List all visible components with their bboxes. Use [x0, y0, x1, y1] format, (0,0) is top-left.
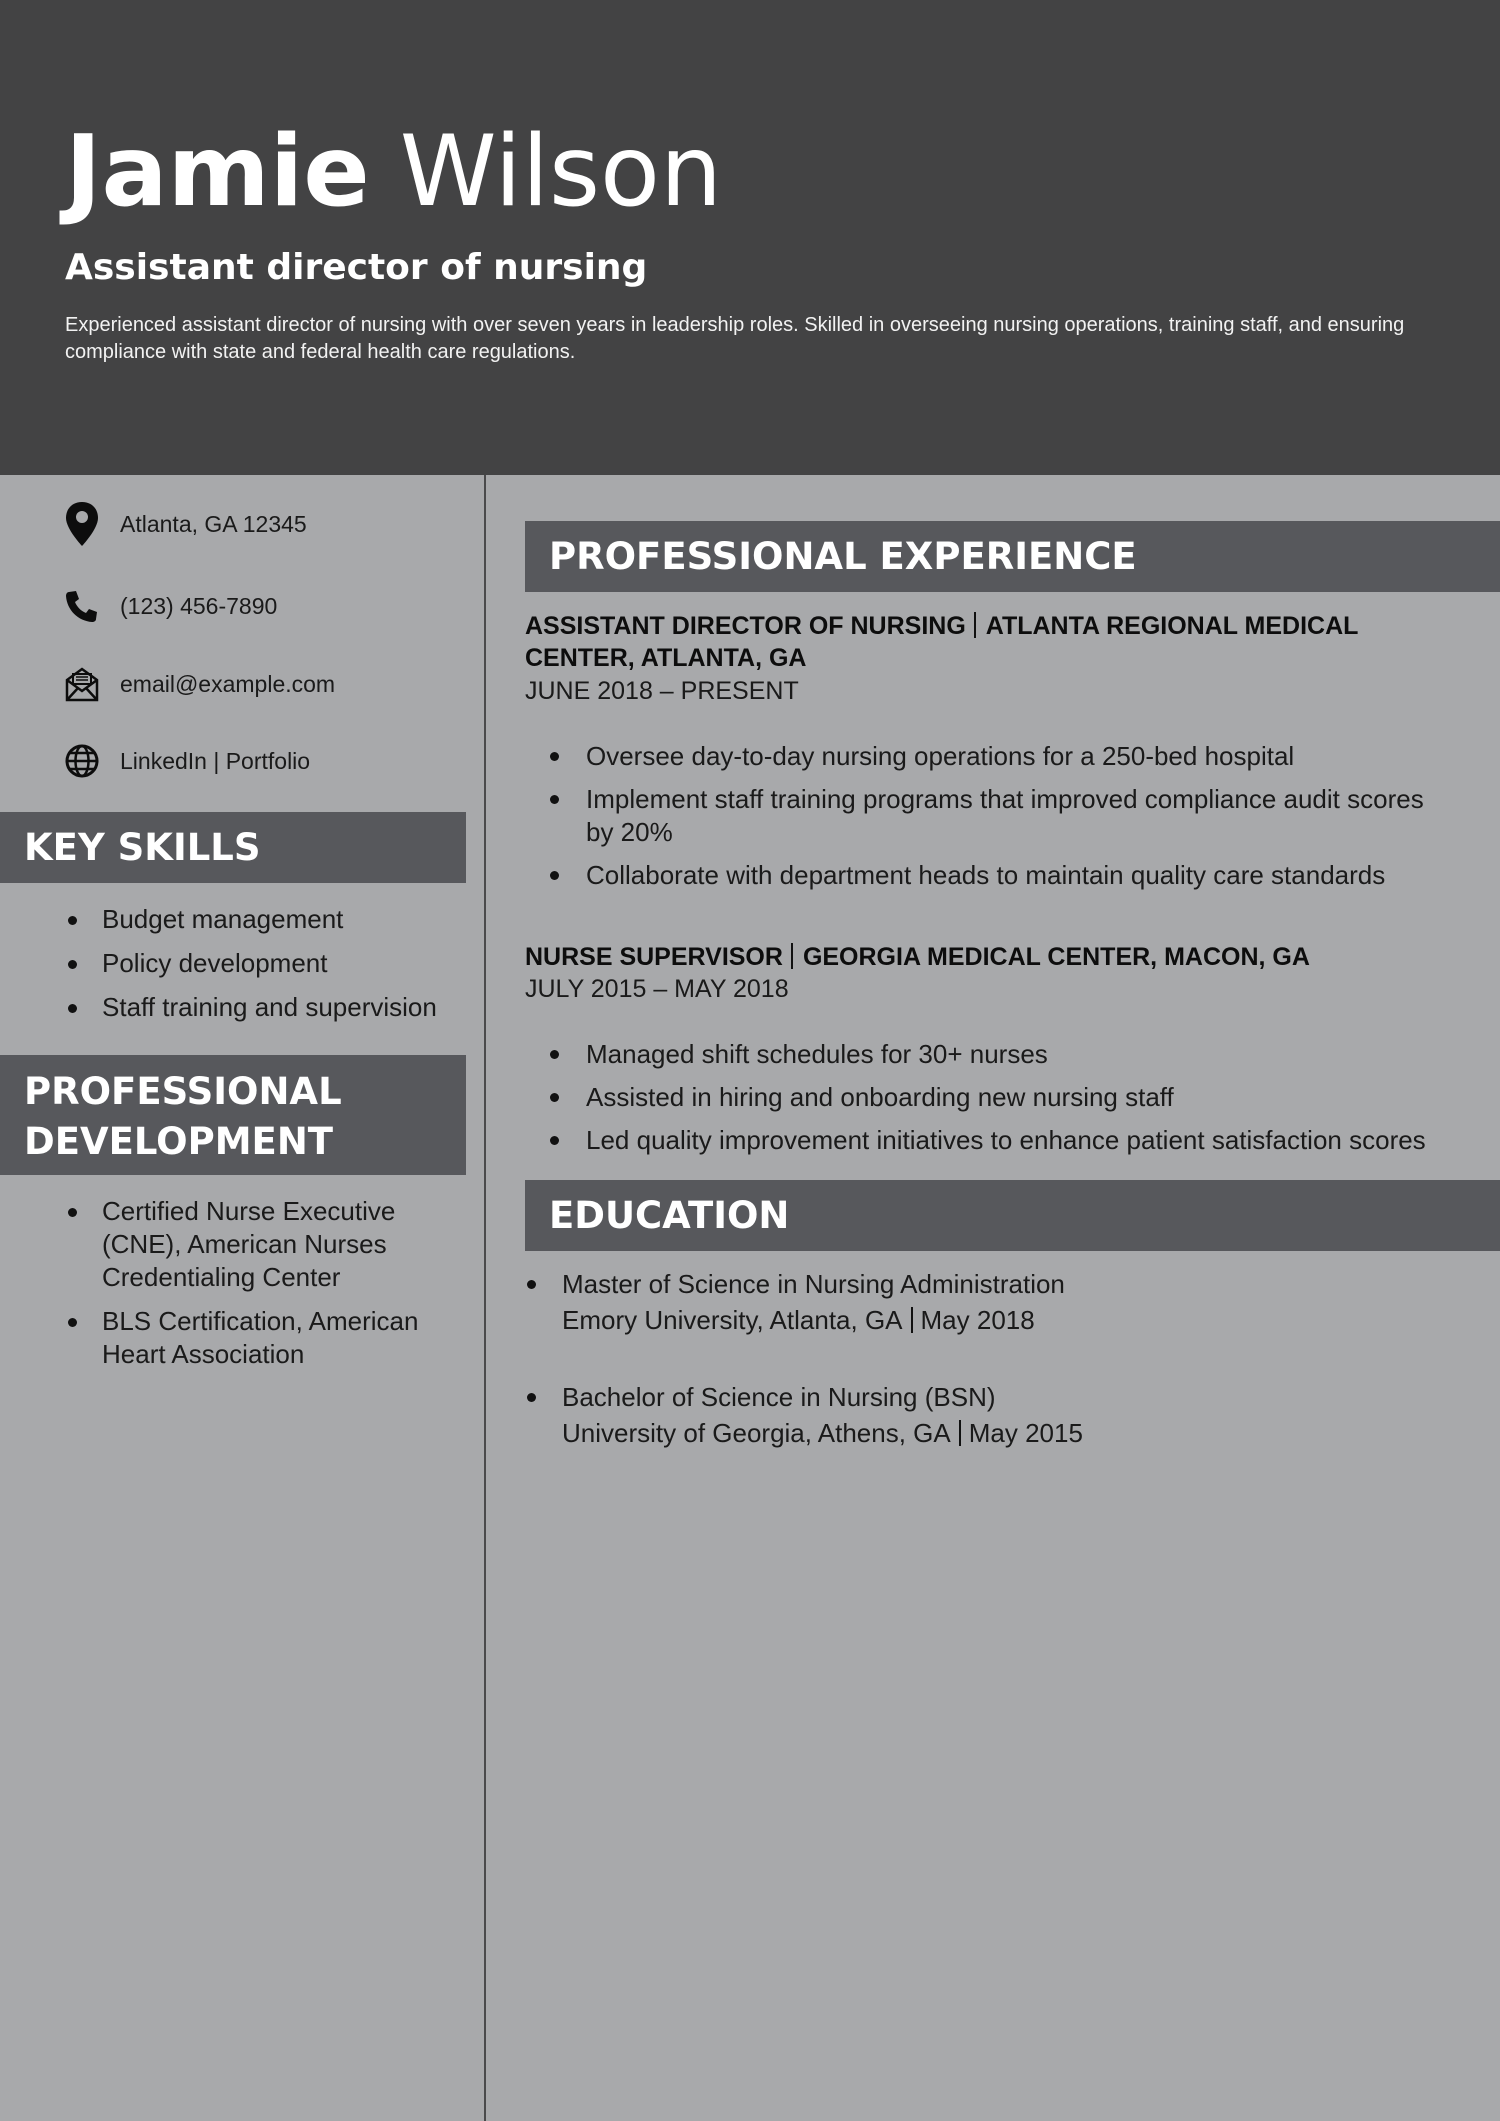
- job-heading: [525, 610, 1465, 674]
- full-name: [65, 112, 722, 232]
- job-heading: [525, 941, 1465, 973]
- list-item: Budget management: [65, 903, 465, 936]
- job-role: ASSISTANT DIRECTOR OF NURSING: [525, 612, 966, 640]
- key-skills-list: [65, 903, 465, 1024]
- job-bullets: [550, 740, 1450, 902]
- list-item: Policy development: [65, 947, 465, 980]
- degree: Master of Science in Nursing Administration: [562, 1269, 1065, 1299]
- job-role: NURSE SUPERVISOR: [525, 943, 783, 971]
- school-line: [562, 1302, 1465, 1338]
- heading-line: PROFESSIONAL: [24, 1070, 342, 1113]
- school: University of Georgia, Athens, GA: [562, 1418, 951, 1448]
- list-item: Staff training and supervision: [65, 991, 465, 1024]
- list-item: Led quality improvement initiatives to enhance patient satisfaction scores: [550, 1124, 1450, 1157]
- phone-text[interactable]: (123) 456-7890: [120, 592, 278, 619]
- separator: [911, 1307, 913, 1333]
- professional-development-list: [65, 1195, 425, 1371]
- professional-summary: Experienced assistant director of nursing with over seven years in leadership roles. Skilled in overseeing nursing operations, training staff, and ensuring compliance with state and federal health care regulations.: [65, 314, 1405, 363]
- globe-icon: [65, 739, 99, 783]
- list-item: Collaborate with department heads to maintain quality care standards: [550, 859, 1450, 892]
- list-item: Managed shift schedules for 30+ nurses: [550, 1038, 1450, 1071]
- contact-links: [65, 737, 310, 785]
- graduation-date: May 2015: [968, 1418, 1083, 1448]
- separator: [959, 1420, 961, 1446]
- job-dates: JUNE 2018 – PRESENT: [525, 677, 799, 705]
- list-item: Oversee day-to-day nursing operations for a 250-bed hospital: [550, 740, 1450, 773]
- list-item: Implement staff training programs that improved compliance audit scores by 20%: [550, 783, 1450, 849]
- job-dates: JULY 2015 – MAY 2018: [525, 975, 789, 1003]
- resume-header: [0, 0, 1500, 475]
- list-item: Assisted in hiring and onboarding new nursing staff: [550, 1081, 1450, 1114]
- degree: Bachelor of Science in Nursing (BSN): [562, 1382, 996, 1412]
- education-entry: [525, 1379, 1465, 1451]
- key-skills-heading: KEY SKILLS: [0, 812, 466, 883]
- links-text[interactable]: LinkedIn | Portfolio: [120, 747, 311, 774]
- separator: [791, 943, 793, 969]
- last-name: Wilson: [399, 115, 723, 229]
- professional-development-heading: [0, 1055, 466, 1175]
- education-entry: [525, 1266, 1465, 1338]
- list-item: BLS Certification, American Heart Association: [65, 1305, 425, 1371]
- school-line: [562, 1415, 1465, 1451]
- separator: [974, 612, 976, 638]
- phone-icon: [65, 584, 99, 628]
- job-title-headline: Assistant director of nursing: [65, 247, 648, 288]
- email-text[interactable]: email@example.com: [120, 670, 336, 697]
- contact-location: [65, 500, 307, 548]
- job-employer: GEORGIA MEDICAL CENTER, MACON, GA: [802, 943, 1310, 971]
- column-divider: [484, 475, 486, 2121]
- envelope-icon: [65, 662, 99, 706]
- location-pin-icon: [65, 502, 99, 546]
- job-employer: ATLANTA REGIONAL MEDICAL CENTER, ATLANTA, GA: [525, 612, 1358, 672]
- contact-phone: [65, 582, 277, 630]
- professional-experience-heading: PROFESSIONAL EXPERIENCE: [525, 521, 1500, 592]
- list-item: Certified Nurse Executive (CNE), American Nurses Credentialing Center: [65, 1195, 425, 1294]
- graduation-date: May 2018: [920, 1305, 1035, 1335]
- heading-line: DEVELOPMENT: [24, 1120, 334, 1163]
- job-bullets: [550, 1038, 1450, 1167]
- first-name: Jamie: [65, 115, 370, 229]
- location-text: Atlanta, GA 12345: [120, 510, 307, 537]
- education-heading: EDUCATION: [525, 1180, 1500, 1251]
- contact-email: [65, 660, 335, 708]
- school: Emory University, Atlanta, GA: [562, 1305, 903, 1335]
